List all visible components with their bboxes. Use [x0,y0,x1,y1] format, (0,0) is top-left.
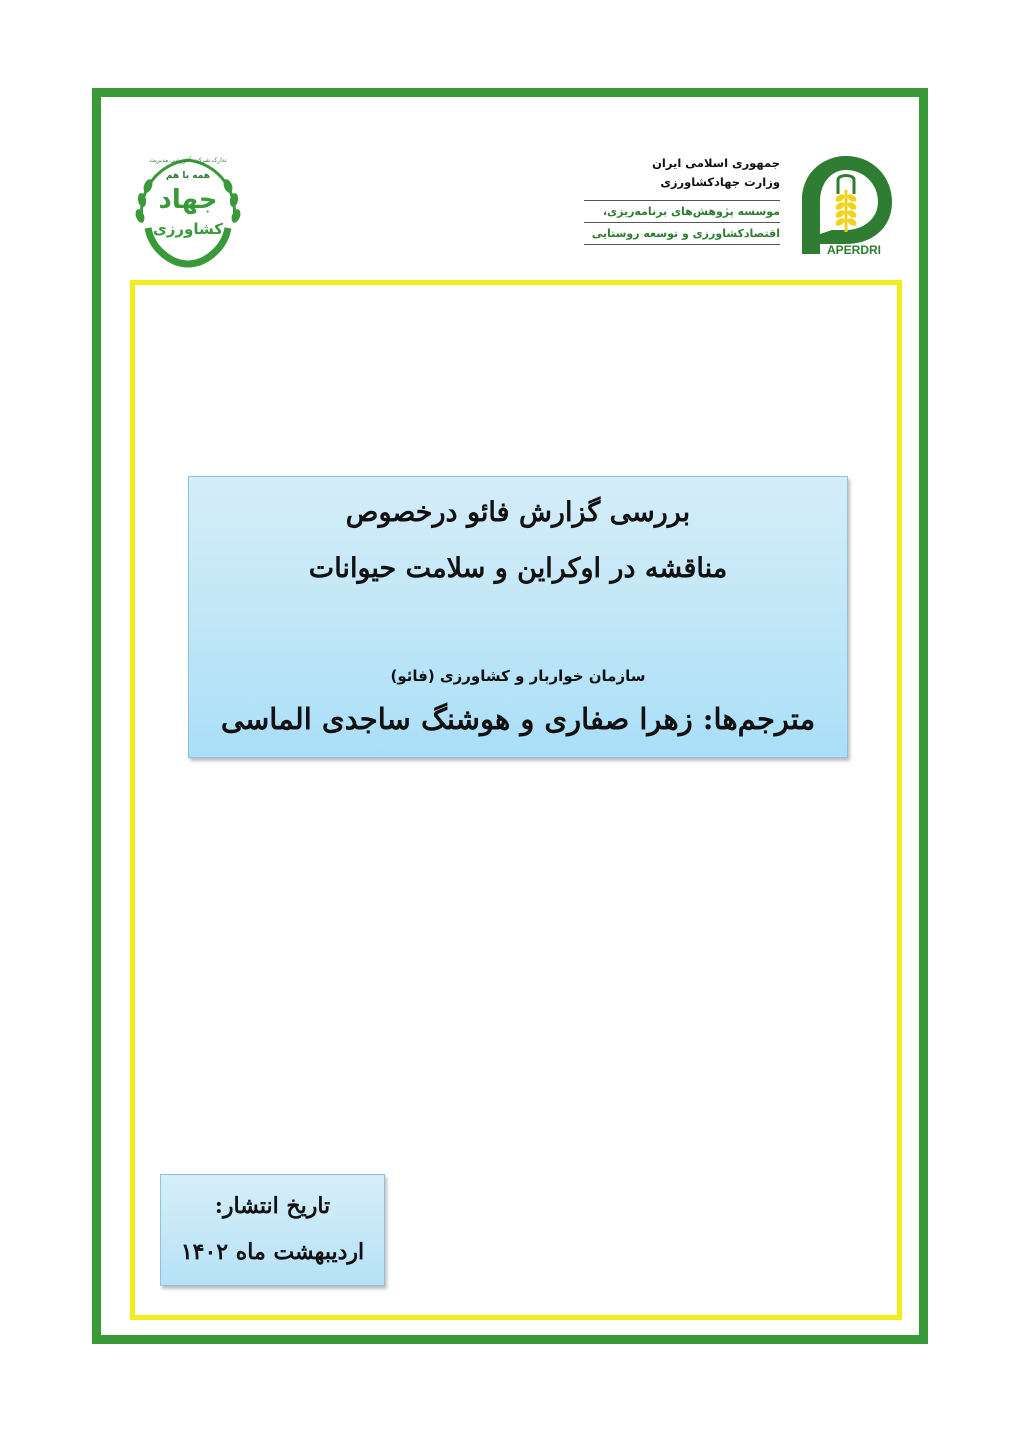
organization-name: سازمان خواربار و کشاورزی (فائو) [390,667,646,685]
jahad-logo-word-top: جهاد [158,185,218,215]
government-text [652,154,780,192]
institute-line-2: اقتصادکشاورزی و توسعه روستایی [584,223,780,245]
aperdri-logo [784,150,896,260]
title-box [188,476,848,758]
institute-header [578,150,908,260]
report-title-line-2: مناقشه در اوکراین و سلامت حیوانات [308,553,728,584]
jahad-keshavarzi-logo [128,150,248,270]
translators: مترجم‌ها: زهرا صفاری و هوشنگ ساجدی الماسی [220,702,816,736]
publication-date-value: اردیبهشت ماه ۱۴۰۲ [180,1239,365,1265]
institute-line-1: موسسه پژوهش‌های برنامه‌ریزی، [584,200,780,223]
report-title-line-1: بررسی گزارش فائو درخصوص [345,497,691,528]
country-name: جمهوری اسلامی ایران [652,156,780,170]
aperdri-label: APERDRI [826,243,882,257]
jahad-logo-word-bottom: کشاورزی [153,220,223,238]
ministry-name: وزارت جهادکشاورزی [660,175,780,189]
jahad-logo-arc-text: تدارک شرکت آموزشی مدیریت [149,157,227,164]
institute-name [584,200,780,245]
publication-date-label: تاریخ انتشار: [214,1193,331,1219]
inner-yellow-frame [130,280,902,1320]
wheat-emblem-icon [784,150,896,260]
jahad-logo-motto: همه با هم [165,171,211,181]
publication-date-box [160,1174,385,1286]
jahad-logo-icon [128,150,248,270]
